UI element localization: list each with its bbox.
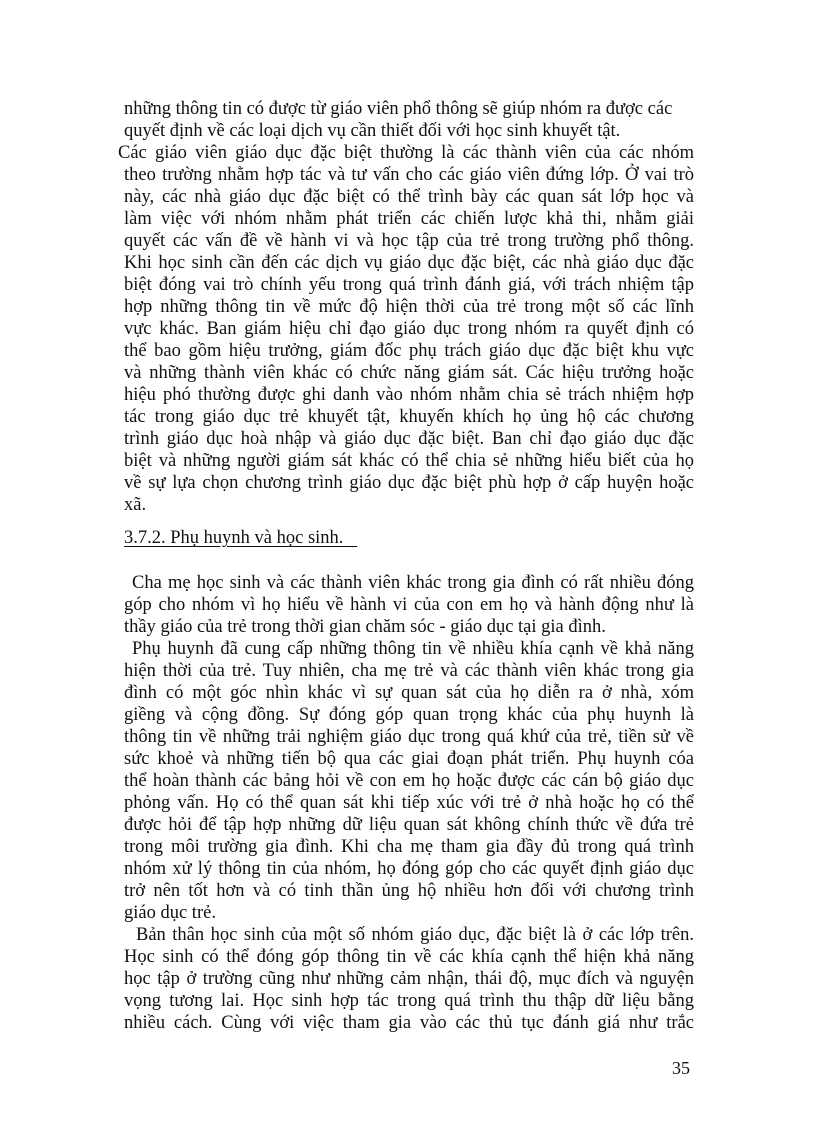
- text-line: góp cho nhóm vì họ hiểu về hành vi của con em họ và hành động như là: [124, 595, 694, 615]
- text-line: thể hoàn thành các bảng hỏi về con em họ hoặc được các cán bộ giáo dục: [124, 771, 694, 791]
- text-line: giềng và cộng đồng. Sự đóng góp quan trọng khác của phụ huynh là: [124, 705, 694, 725]
- text-line: hợp những thông tin về mức độ hiện thời của trẻ trong một số các lĩnh: [124, 297, 694, 317]
- text-line: đình có một góc nhìn khác vì sự quan sát của họ diễn ra ở nhà, xóm: [124, 683, 694, 703]
- text-line: được hỏi để tập hợp những dữ liệu quan sát không chính thức về đứa trẻ: [124, 815, 694, 835]
- text-line: giáo dục trẻ.: [124, 903, 216, 923]
- text-line: quyết các vấn đề về hành vi và học tập của trẻ trong trường phổ thông.: [124, 231, 694, 251]
- text-line: Học sinh có thể đóng góp thông tin về các khía cạnh thể hiện khả năng: [124, 947, 694, 967]
- text-line: vực khác. Ban giám hiệu chỉ đạo giáo dục trong nhóm ra quyết định có: [124, 319, 694, 339]
- text-line: hiện thời của trẻ. Tuy nhiên, cha mẹ trẻ và các thành viên khác trong gia: [124, 661, 694, 681]
- text-line: Bản thân học sinh của một số nhóm giáo dục, đặc biệt là ở các lớp trên.: [136, 925, 694, 945]
- text-line: tác trong giáo dục trẻ khuyết tật, khuyến khích họ ủng hộ các chương: [124, 407, 694, 427]
- text-line: thể bao gồm hiệu trưởng, giám đốc phụ trách giáo dục đặc biệt khu vực: [124, 341, 694, 361]
- text-line: biệt đóng vai trò chính yếu trong quá trình đánh giá, với trách nhiệm tập: [124, 275, 694, 295]
- text-line: nhiều cách. Cùng với việc tham gia vào các thủ tục đánh giá như trắc: [124, 1013, 694, 1033]
- text-line: này, các nhà giáo dục đặc biệt có thể trình bày các quan sát lớp học và: [124, 187, 694, 207]
- section-heading: 3.7.2. Phụ huynh và học sinh.: [124, 528, 358, 548]
- text-line: Khi học sinh cần đến các dịch vụ giáo dục đặc biệt, các nhà giáo dục đặc: [124, 253, 694, 273]
- text-line: xã.: [124, 495, 147, 515]
- text-line: biệt và những người giám sát khác có thể chia sẻ những hiểu biết của họ: [124, 451, 694, 471]
- text-line: Phụ huynh đã cung cấp những thông tin về nhiều khía cạnh về khả năng: [132, 639, 694, 659]
- text-line: trở nên tốt hơn và có tinh thần ủng hộ nhiều hơn đối với chương trình: [124, 881, 694, 901]
- text-line: phỏng vấn. Họ có thể quan sát khi tiếp xúc với trẻ ở nhà hoặc họ có thể: [124, 793, 694, 813]
- text-line: học tập ở trường cũng như những cảm nhận, thái độ, mục đích và nguyện: [124, 969, 694, 989]
- text-line: Cha mẹ học sinh và các thành viên khác trong gia đình có rất nhiều đóng: [132, 573, 694, 593]
- text-line: sức khoẻ và những tiến bộ qua các giai đoạn phát triển. Phụ huynh cóa: [124, 749, 694, 769]
- text-line: Các giáo viên giáo dục đặc biệt thường là các thành viên của các nhóm: [118, 143, 694, 163]
- text-line: quyết định về các loại dịch vụ cần thiết đối với học sinh khuyết tật.: [124, 121, 621, 141]
- text-line: thông tin về những trải nghiệm giáo dục trong quá khứ của trẻ, tiền sử về: [124, 727, 694, 747]
- text-line: theo trường nhằm hợp tác và tư vấn cho các giáo viên đứng lớp. Ở vai trò: [124, 165, 694, 185]
- text-line: nhóm xử lý thông tin của nhóm, họ đóng góp cho các quyết định giáo dục: [124, 859, 694, 879]
- text-line: và những thành viên khác có chức năng giám sát. Các hiệu trưởng hoặc: [124, 363, 694, 383]
- text-line: vọng tương lai. Học sinh hợp tác trong quá trình thu thập dữ liệu bằng: [124, 991, 694, 1011]
- page-number: 35: [672, 1058, 690, 1078]
- text-line: thầy giáo của trẻ trong thời gian chăm sóc - giáo dục tại gia đình.: [124, 617, 606, 637]
- text-line: làm việc với nhóm nhằm phát triển các chiến lược khả thi, nhằm giải: [124, 209, 694, 229]
- text-line: hiệu phó thường được ghi danh vào nhóm nhằm chia sẻ trách nhiệm hợp: [124, 385, 694, 405]
- text-line: về sự lựa chọn chương trình giáo dục đặc biệt phù hợp ở cấp huyện hoặc: [124, 473, 694, 493]
- text-line: những thông tin có được từ giáo viên phổ thông sẽ giúp nhóm ra được các: [124, 99, 673, 119]
- text-line: trình giáo dục hoà nhập và giáo dục đặc biệt. Ban chỉ đạo giáo dục đặc: [124, 429, 694, 449]
- text-line: trong môi trường gia đình. Khi cha mẹ tham gia đầy đủ trong quá trình: [124, 837, 694, 857]
